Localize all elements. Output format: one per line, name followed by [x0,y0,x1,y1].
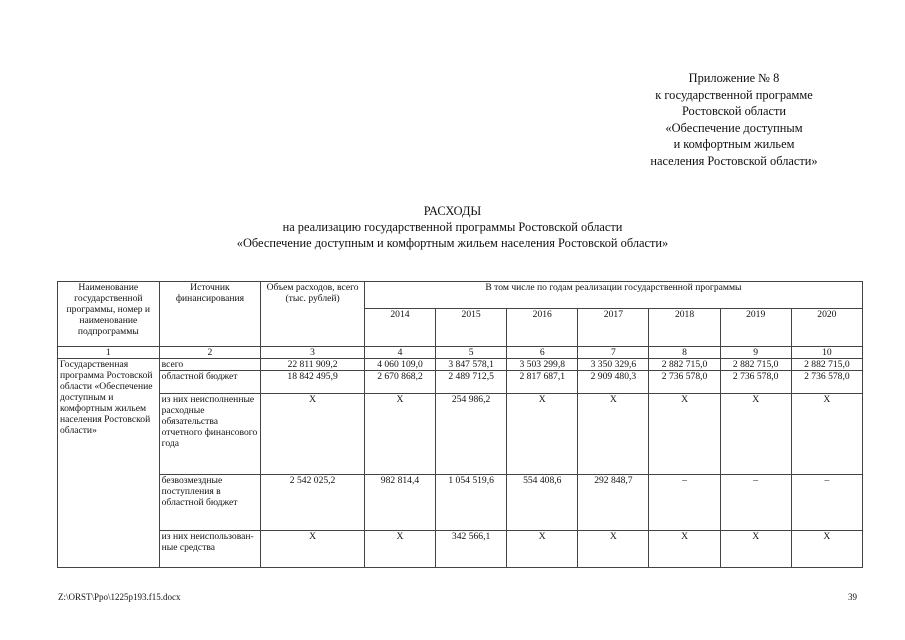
appendix-line: и комфортным жильем [673,137,795,152]
appendix-block [619,70,849,170]
year-value: 1 054 519,6 [436,475,507,531]
source-cell: из них неисполненные расходные обязательства отчетного финансового года [159,394,261,475]
year-value: 2 909 480,3 [578,371,649,394]
table-row [58,394,863,475]
title-line: на реализацию государственной программы Ростовской области [282,220,623,235]
year-value: 554 408,6 [507,475,578,531]
year-value: 4 060 109,0 [364,359,435,371]
appendix-line: Ростовской области [681,104,787,119]
table-row [58,475,863,531]
year-value: X [507,531,578,568]
column-number: 3 [261,347,365,359]
header-by-years: В том числе по годам реализации государственной программы [364,282,862,309]
header-row [58,282,863,309]
column-number: 5 [436,347,507,359]
year-value: X [649,394,720,475]
year-value: 3 350 329,6 [578,359,649,371]
total-cell: X [261,394,365,475]
header-year: 2020 [791,309,862,347]
year-value: X [649,531,720,568]
year-value: – [791,475,862,531]
year-value: 2 882 715,0 [720,359,791,371]
header-name: Наименование государственной программы, номер и наименование подпрограммы [58,282,160,347]
year-value: 2 882 715,0 [649,359,720,371]
year-value: X [364,531,435,568]
year-value: 2 670 868,2 [364,371,435,394]
source-cell: безвозмездные поступления в областной бюджет [159,475,261,531]
header-year: 2019 [720,309,791,347]
year-value: X [507,394,578,475]
column-number: 7 [578,347,649,359]
source-cell: всего [159,359,261,371]
header-source: Источник финансирования [159,282,261,347]
expenses-table [57,281,863,568]
total-cell: 2 542 025,2 [261,475,365,531]
total-cell: X [261,531,365,568]
table-row [58,371,863,394]
column-number: 4 [364,347,435,359]
year-value: 2 817 687,1 [507,371,578,394]
year-value: 3 847 578,1 [436,359,507,371]
year-value: – [649,475,720,531]
page-number: 39 [848,592,857,602]
column-number-row [58,347,863,359]
year-value: X [791,531,862,568]
year-value: 2 736 578,0 [791,371,862,394]
appendix-line: к государственной программе [655,87,813,102]
year-value: 2 489 712,5 [436,371,507,394]
year-value: 292 848,7 [578,475,649,531]
program-name: Государственная программа Ростовской области «Обеспечение доступным и комфортным жильем населения Ростовской области» [58,359,160,568]
year-value: 2 736 578,0 [649,371,720,394]
year-value: 3 503 299,8 [507,359,578,371]
column-number: 8 [649,347,720,359]
header-year: 2016 [507,309,578,347]
year-value: – [720,475,791,531]
year-value: X [578,531,649,568]
column-number: 2 [159,347,261,359]
year-value: X [791,394,862,475]
year-value: X [720,394,791,475]
year-value: X [364,394,435,475]
year-value: X [720,531,791,568]
source-cell: областной бюджет [159,371,261,394]
header-total: Объем расходов, всего (тыс. рублей) [261,282,365,347]
header-year: 2015 [436,309,507,347]
source-cell: из них неиспользован-ные средства [159,531,261,568]
year-value: X [578,394,649,475]
appendix-line: «Обеспечение доступным [665,120,803,135]
year-value: 2 882 715,0 [791,359,862,371]
year-value: 2 736 578,0 [720,371,791,394]
header-year: 2014 [364,309,435,347]
file-path: Z:\ORST\Ppo\1225p193.f15.docx [58,592,181,602]
appendix-line: Приложение № 8 [688,71,780,85]
header-year: 2018 [649,309,720,347]
total-cell: 22 811 909,2 [261,359,365,371]
document-title [0,203,905,252]
column-number: 1 [58,347,160,359]
appendix-line: населения Ростовской области» [650,153,818,168]
column-number: 6 [507,347,578,359]
column-number: 9 [720,347,791,359]
title-line: «Обеспечение доступным и комфортным жильем населения Ростовской области» [236,236,669,251]
year-value: 254 986,2 [436,394,507,475]
table-row [58,531,863,568]
year-value: 342 566,1 [436,531,507,568]
header-year: 2017 [578,309,649,347]
table-row [58,359,863,371]
total-cell: 18 842 495,9 [261,371,365,394]
column-number: 10 [791,347,862,359]
title-main: РАСХОДЫ [423,204,482,218]
year-value: 982 814,4 [364,475,435,531]
